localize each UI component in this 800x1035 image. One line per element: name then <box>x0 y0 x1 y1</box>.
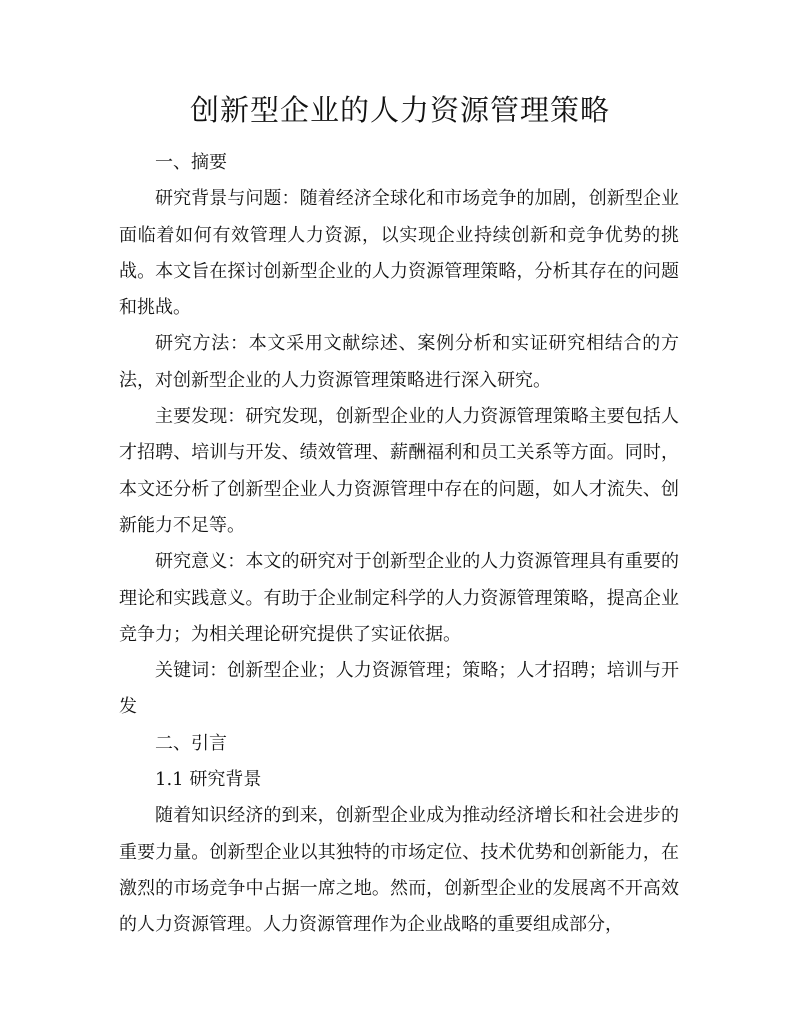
abstract-background-paragraph: 研究背景与问题：随着经济全球化和市场竞争的加剧，创新型企业面临着如何有效管理人力资源，以实现企业持续创新和竞争优势的挑战。本文旨在探讨创新型企业的人力资源管理策略，分析其存在的问题和挑战。 <box>119 188 679 319</box>
abstract-heading: 一、摘要 <box>155 152 227 173</box>
abstract-methods-paragraph: 研究方法：本文采用文献综述、案例分析和实证研究相结合的方法，对创新型企业的人力资源管理策略进行深入研究。 <box>119 333 679 391</box>
abstract-significance-paragraph: 研究意义：本文的研究对于创新型企业的人力资源管理具有重要的理论和实践意义。有助于企业制定科学的人力资源管理策略，提高企业竞争力；为相关理论研究提供了实证依据。 <box>119 551 679 645</box>
document-body <box>119 145 679 944</box>
intro-heading: 二、引言 <box>155 732 227 754</box>
document-title: 创新型企业的人力资源管理策略 <box>189 93 610 127</box>
intro-subheading: 1.1 研究背景 <box>155 769 262 791</box>
abstract-findings-paragraph: 主要发现：研究发现，创新型企业的人力资源管理策略主要包括人才招聘、培训与开发、绩效管理、薪酬福利和员工关系等方面。同时，本文还分析了创新型企业人力资源管理中存在的问题，如人才流失、创新能力不足等。 <box>119 406 679 536</box>
keywords-paragraph: 关键词：创新型企业；人力资源管理；策略；人才招聘；培训与开发 <box>119 660 679 718</box>
intro-paragraph: 随着知识经济的到来，创新型企业成为推动经济增长和社会进步的重要力量。创新型企业以其独特的市场定位、技术优势和创新能力，在激烈的市场竞争中占据一席之地。然而，创新型企业的发展离不开高效的人力资源管理。人力资源管理作为企业战略的重要组成部分， <box>119 805 679 936</box>
